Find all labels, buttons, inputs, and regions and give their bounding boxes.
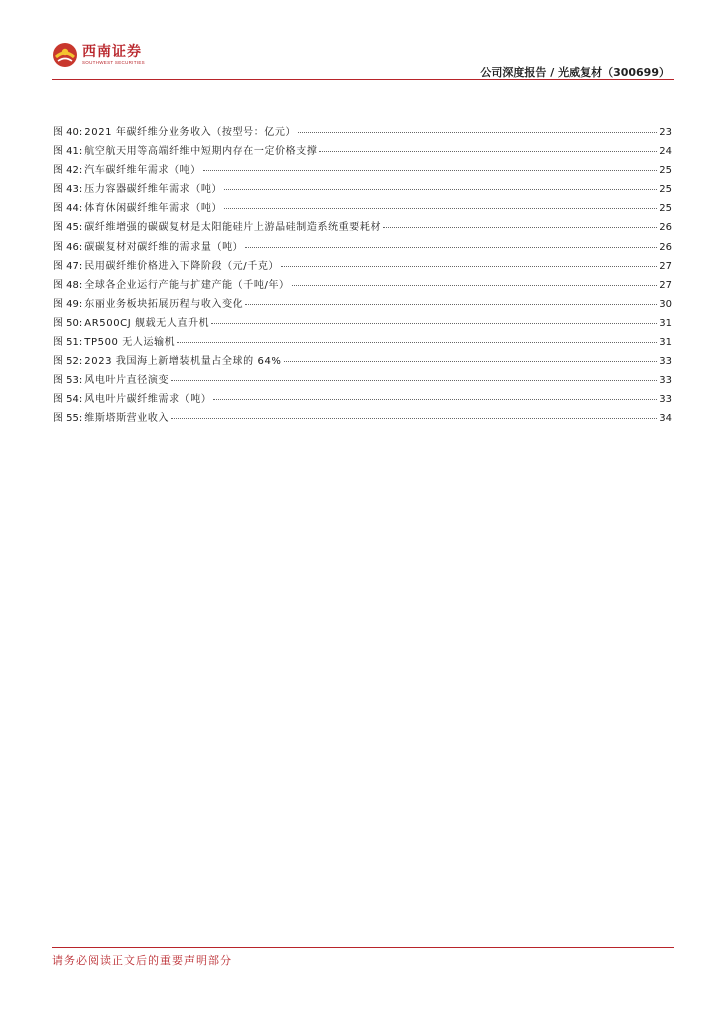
page-number: 33 [659,356,672,368]
figure-number: 图 55: [53,413,83,425]
page-number: 25 [659,184,672,196]
figure-title: 2021 年碳纤维分业务收入（按型号：亿元） [84,127,297,138]
figure-number: 图 40: [53,127,83,138]
report-title: 公司深度报告 / 光威复材（300699） [480,66,670,79]
figure-title: TP500 无人运输机 [84,337,176,349]
page-number: 34 [659,413,672,425]
company-logo [52,42,145,68]
figure-number: 图 42: [53,165,83,177]
toc-entry[interactable] [53,276,672,295]
toc-entry[interactable] [53,314,672,333]
figure-title: 碳碳复材对碳纤维的需求量（吨） [84,241,244,253]
figure-number: 图 43: [53,184,83,196]
toc-entry[interactable] [53,257,672,276]
logo-english-name: SOUTHWEST SECURITIES [82,59,145,65]
figure-number: 图 53: [53,375,83,387]
dot-leader [383,227,657,228]
dot-leader [177,342,657,343]
figure-number: 图 50: [53,317,83,329]
dot-leader [224,189,657,190]
page-number: 25 [659,203,672,215]
figure-index-list [53,123,672,429]
dot-leader [284,361,658,362]
figure-number: 图 45: [53,222,83,234]
figure-title: 碳纤维增强的碳碳复材是太阳能硅片上游晶硅制造系统重要耗材 [84,222,382,234]
footer-divider [52,947,674,948]
figure-number: 图 51: [53,337,83,349]
page-number: 25 [659,165,672,177]
figure-title: 民用碳纤维价格进入下降阶段（元/千克） [84,260,280,272]
toc-entry[interactable] [53,123,672,142]
figure-number: 图 46: [53,241,83,253]
figure-number: 图 44: [53,203,83,215]
toc-entry[interactable] [53,352,672,371]
page-header [52,40,674,80]
dot-leader [211,323,657,324]
figure-title: AR500CJ 舰载无人直升机 [84,317,210,329]
toc-entry[interactable] [53,371,672,390]
page-number: 30 [659,298,672,310]
page-number: 27 [659,279,672,291]
figure-title: 风电叶片碳纤维需求（吨） [84,394,212,406]
dot-leader [298,132,657,133]
toc-entry[interactable] [53,161,672,180]
page-number: 33 [659,375,672,387]
dot-leader [245,304,657,305]
logo-mark-icon [52,42,78,68]
figure-number: 图 48: [53,279,83,291]
figure-title: 航空航天用等高端纤维中短期内存在一定价格支撑 [84,146,318,158]
figure-title: 汽车碳纤维年需求（吨） [84,165,201,177]
figure-title: 压力容器碳纤维年需求（吨） [84,184,223,196]
page-number: 33 [659,394,672,406]
toc-entry[interactable] [53,218,672,237]
page-number: 23 [659,127,672,138]
dot-leader [319,151,657,152]
figure-number: 图 54: [53,394,83,406]
page-number: 24 [659,146,672,158]
dot-leader [281,266,657,267]
figure-title: 东丽业务板块拓展历程与收入变化 [84,298,244,310]
dot-leader [292,285,658,286]
toc-entry[interactable] [53,180,672,199]
header-divider [52,79,674,80]
page-number: 27 [659,260,672,272]
page-number: 31 [659,337,672,349]
dot-leader [171,418,657,419]
figure-number: 图 47: [53,260,83,272]
toc-entry[interactable] [53,409,672,428]
toc-entry[interactable] [53,238,672,257]
dot-leader [224,208,657,209]
disclaimer-notice: 请务必阅读正文后的重要声明部分 [52,954,232,967]
toc-entry[interactable] [53,333,672,352]
figure-title: 体育休闲碳纤维年需求（吨） [84,203,223,215]
figure-number: 图 41: [53,146,83,158]
toc-entry[interactable] [53,390,672,409]
dot-leader [245,247,657,248]
figure-number: 图 49: [53,298,83,310]
dot-leader [171,380,657,381]
figure-title: 2023 我国海上新增装机量占全球的 64% [84,356,282,368]
figure-title: 全球各企业运行产能与扩建产能（千吨/年） [84,279,290,291]
page-number: 26 [659,241,672,253]
page-number: 26 [659,222,672,234]
figure-number: 图 52: [53,356,83,368]
dot-leader [213,399,657,400]
dot-leader [203,170,657,171]
page-number: 31 [659,317,672,329]
figure-title: 维斯塔斯营业收入 [84,413,170,425]
toc-entry[interactable] [53,199,672,218]
toc-entry[interactable] [53,142,672,161]
toc-entry[interactable] [53,295,672,314]
figure-title: 风电叶片直径演变 [84,375,170,387]
logo-chinese-name: 西南证券 [82,43,142,60]
